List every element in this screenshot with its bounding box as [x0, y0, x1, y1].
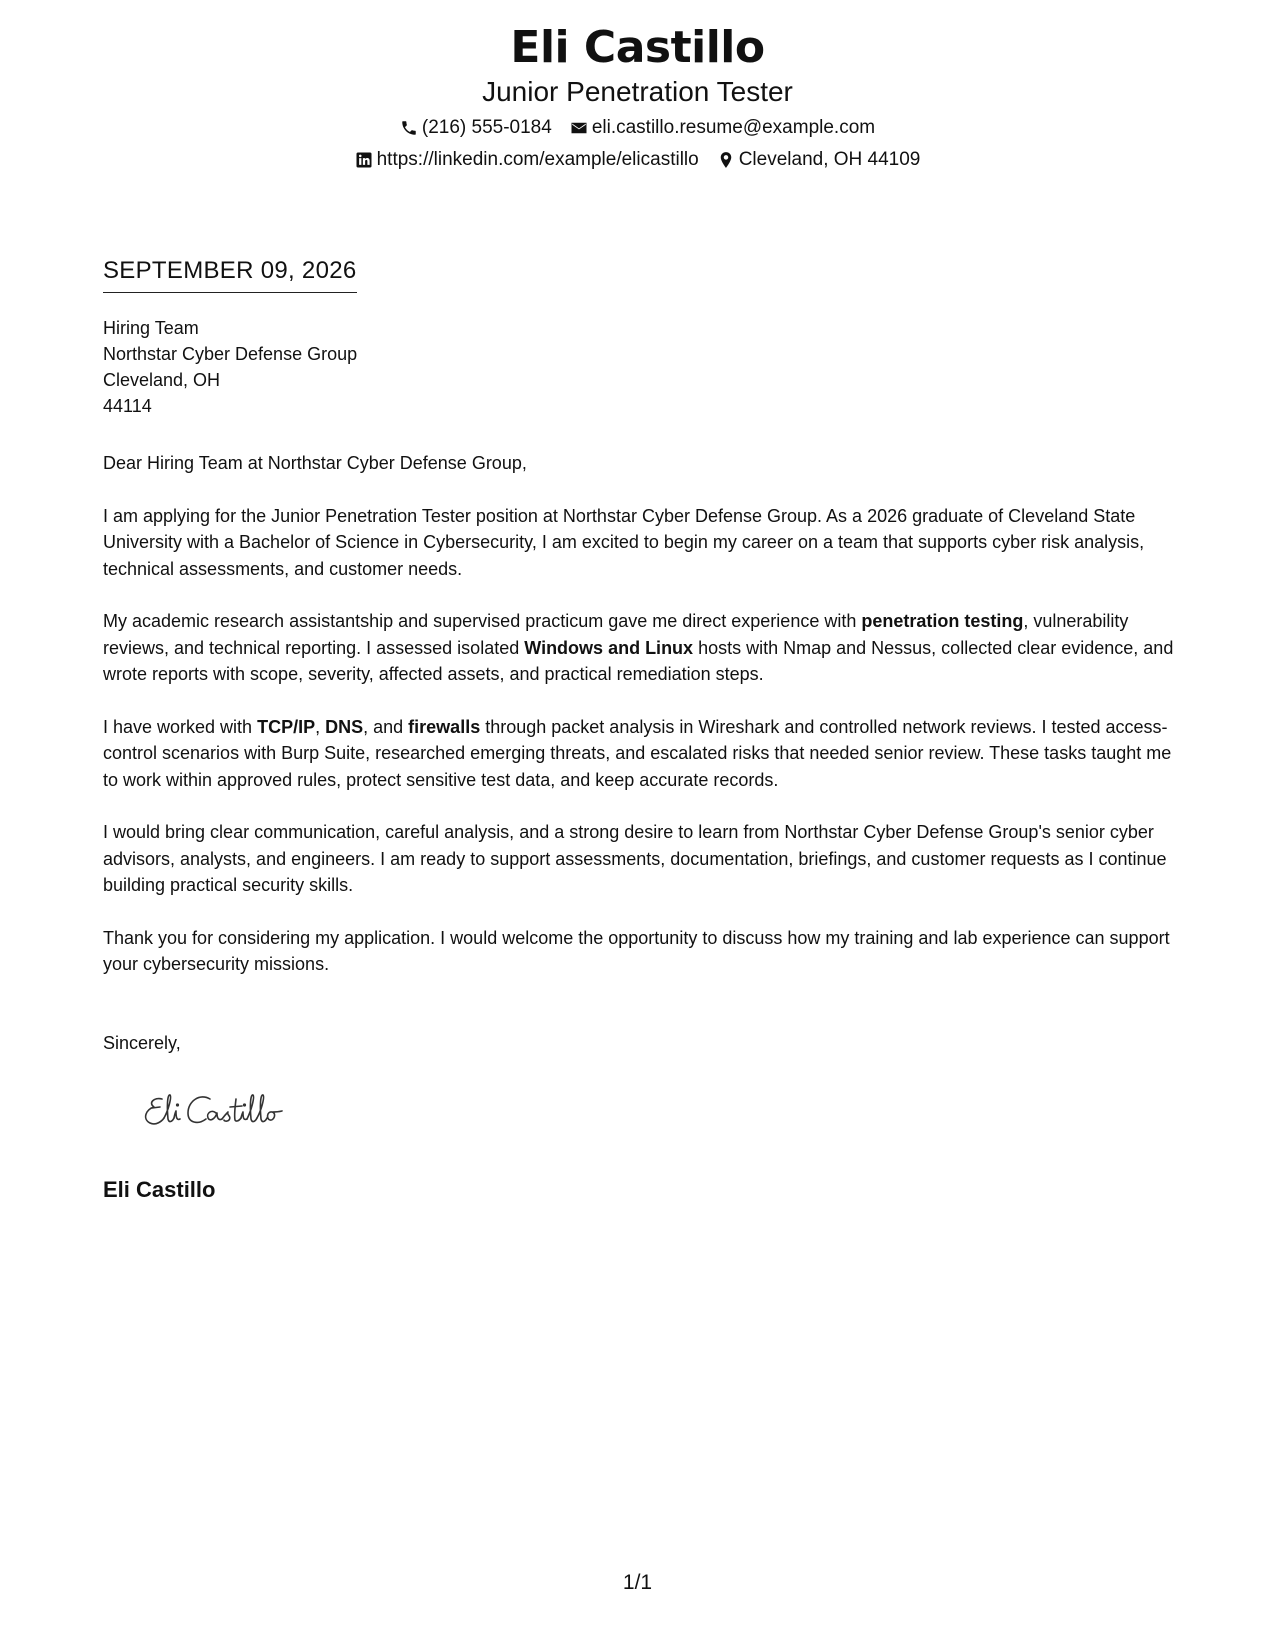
handwritten-signature — [140, 1085, 340, 1135]
contact-linkedin[interactable] — [355, 148, 699, 172]
applicant-name: Eli Castillo — [510, 22, 765, 73]
paragraph-experience: My academic research assistantship and supervised practicum gave me direct experience with penetration testing, vulnerability reviews, and technical reporting. I assessed isolated Windows and Linux hosts with Nmap and Nessus, collected clear evidence, and wrote reports with scope, severity, affected assets, and practical remediation steps. — [103, 611, 1174, 684]
contact-row-2 — [0, 148, 1275, 172]
map-pin-icon — [717, 151, 735, 169]
letter-date: SEPTEMBER 09, 2026 — [103, 256, 357, 293]
highlight: Windows and Linux — [524, 637, 694, 658]
recipient-line: Northstar Cyber Defense Group — [103, 344, 358, 364]
recipient-line: 44114 — [103, 396, 152, 416]
paragraph-intro: I am applying for the Junior Penetration Tester position at Northstar Cyber Defense Group. As a 2026 graduate of Cleveland State University with a Bachelor of Science in Cybersecurity, I am excited to begin my career on a team that supports cyber risk analysis, technical assessments, and customer needs. — [103, 505, 1145, 579]
letter-date-block — [103, 256, 357, 293]
contact-location — [717, 148, 921, 172]
contact-phone — [400, 116, 552, 140]
applicant-title: Junior Penetration Tester — [482, 76, 793, 107]
phone-icon — [400, 119, 418, 137]
letter-body — [103, 450, 1183, 1004]
contact-row-1 — [0, 116, 1275, 140]
contact-email[interactable] — [570, 116, 875, 140]
salutation: Dear Hiring Team at Northstar Cyber Defense Group, — [103, 453, 527, 473]
highlight: DNS — [325, 716, 364, 737]
signer-name: Eli Castillo — [103, 1177, 216, 1202]
closing: Sincerely, — [103, 1033, 181, 1053]
recipient-line: Hiring Team — [103, 318, 199, 338]
linkedin-text[interactable]: https://linkedin.com/example/elicastillo — [376, 149, 699, 170]
recipient-line: Cleveland, OH — [103, 370, 221, 390]
highlight: TCP/IP — [257, 716, 316, 737]
recipient-address — [103, 315, 357, 419]
paragraph-thanks: Thank you for considering my application. I would welcome the opportunity to discuss how my training and lab experience can support your cybersecurity missions. — [103, 927, 1170, 974]
email-text[interactable]: eli.castillo.resume@example.com — [591, 117, 876, 138]
highlight: penetration testing — [861, 611, 1024, 631]
linkedin-icon — [355, 151, 373, 169]
paragraph-value: I would bring clear communication, careful analysis, and a strong desire to learn from Northstar Cyber Defense Group's senior cyber advisors, analysts, and engineers. I am ready to support assessments, documentation, briefings, and customer requests as I continue building practical security skills. — [103, 822, 1167, 895]
paragraph-networking: I have worked with TCP/IP, DNS, and firewalls through packet analysis in Wireshark and controlled network reviews. I tested access-control scenarios with Burp Suite, researched emerging threats, and escalated risks that needed senior review. These tasks taught me to work within approved rules, protect sensitive test data, and keep accurate records. — [103, 716, 1172, 790]
highlight: firewalls — [408, 716, 481, 737]
page-number: 1/1 — [622, 1571, 653, 1594]
phone-text: (216) 555-0184 — [421, 117, 552, 138]
envelope-icon — [570, 119, 588, 137]
location-text: Cleveland, OH 44109 — [738, 149, 921, 170]
letter-header — [0, 22, 1275, 172]
